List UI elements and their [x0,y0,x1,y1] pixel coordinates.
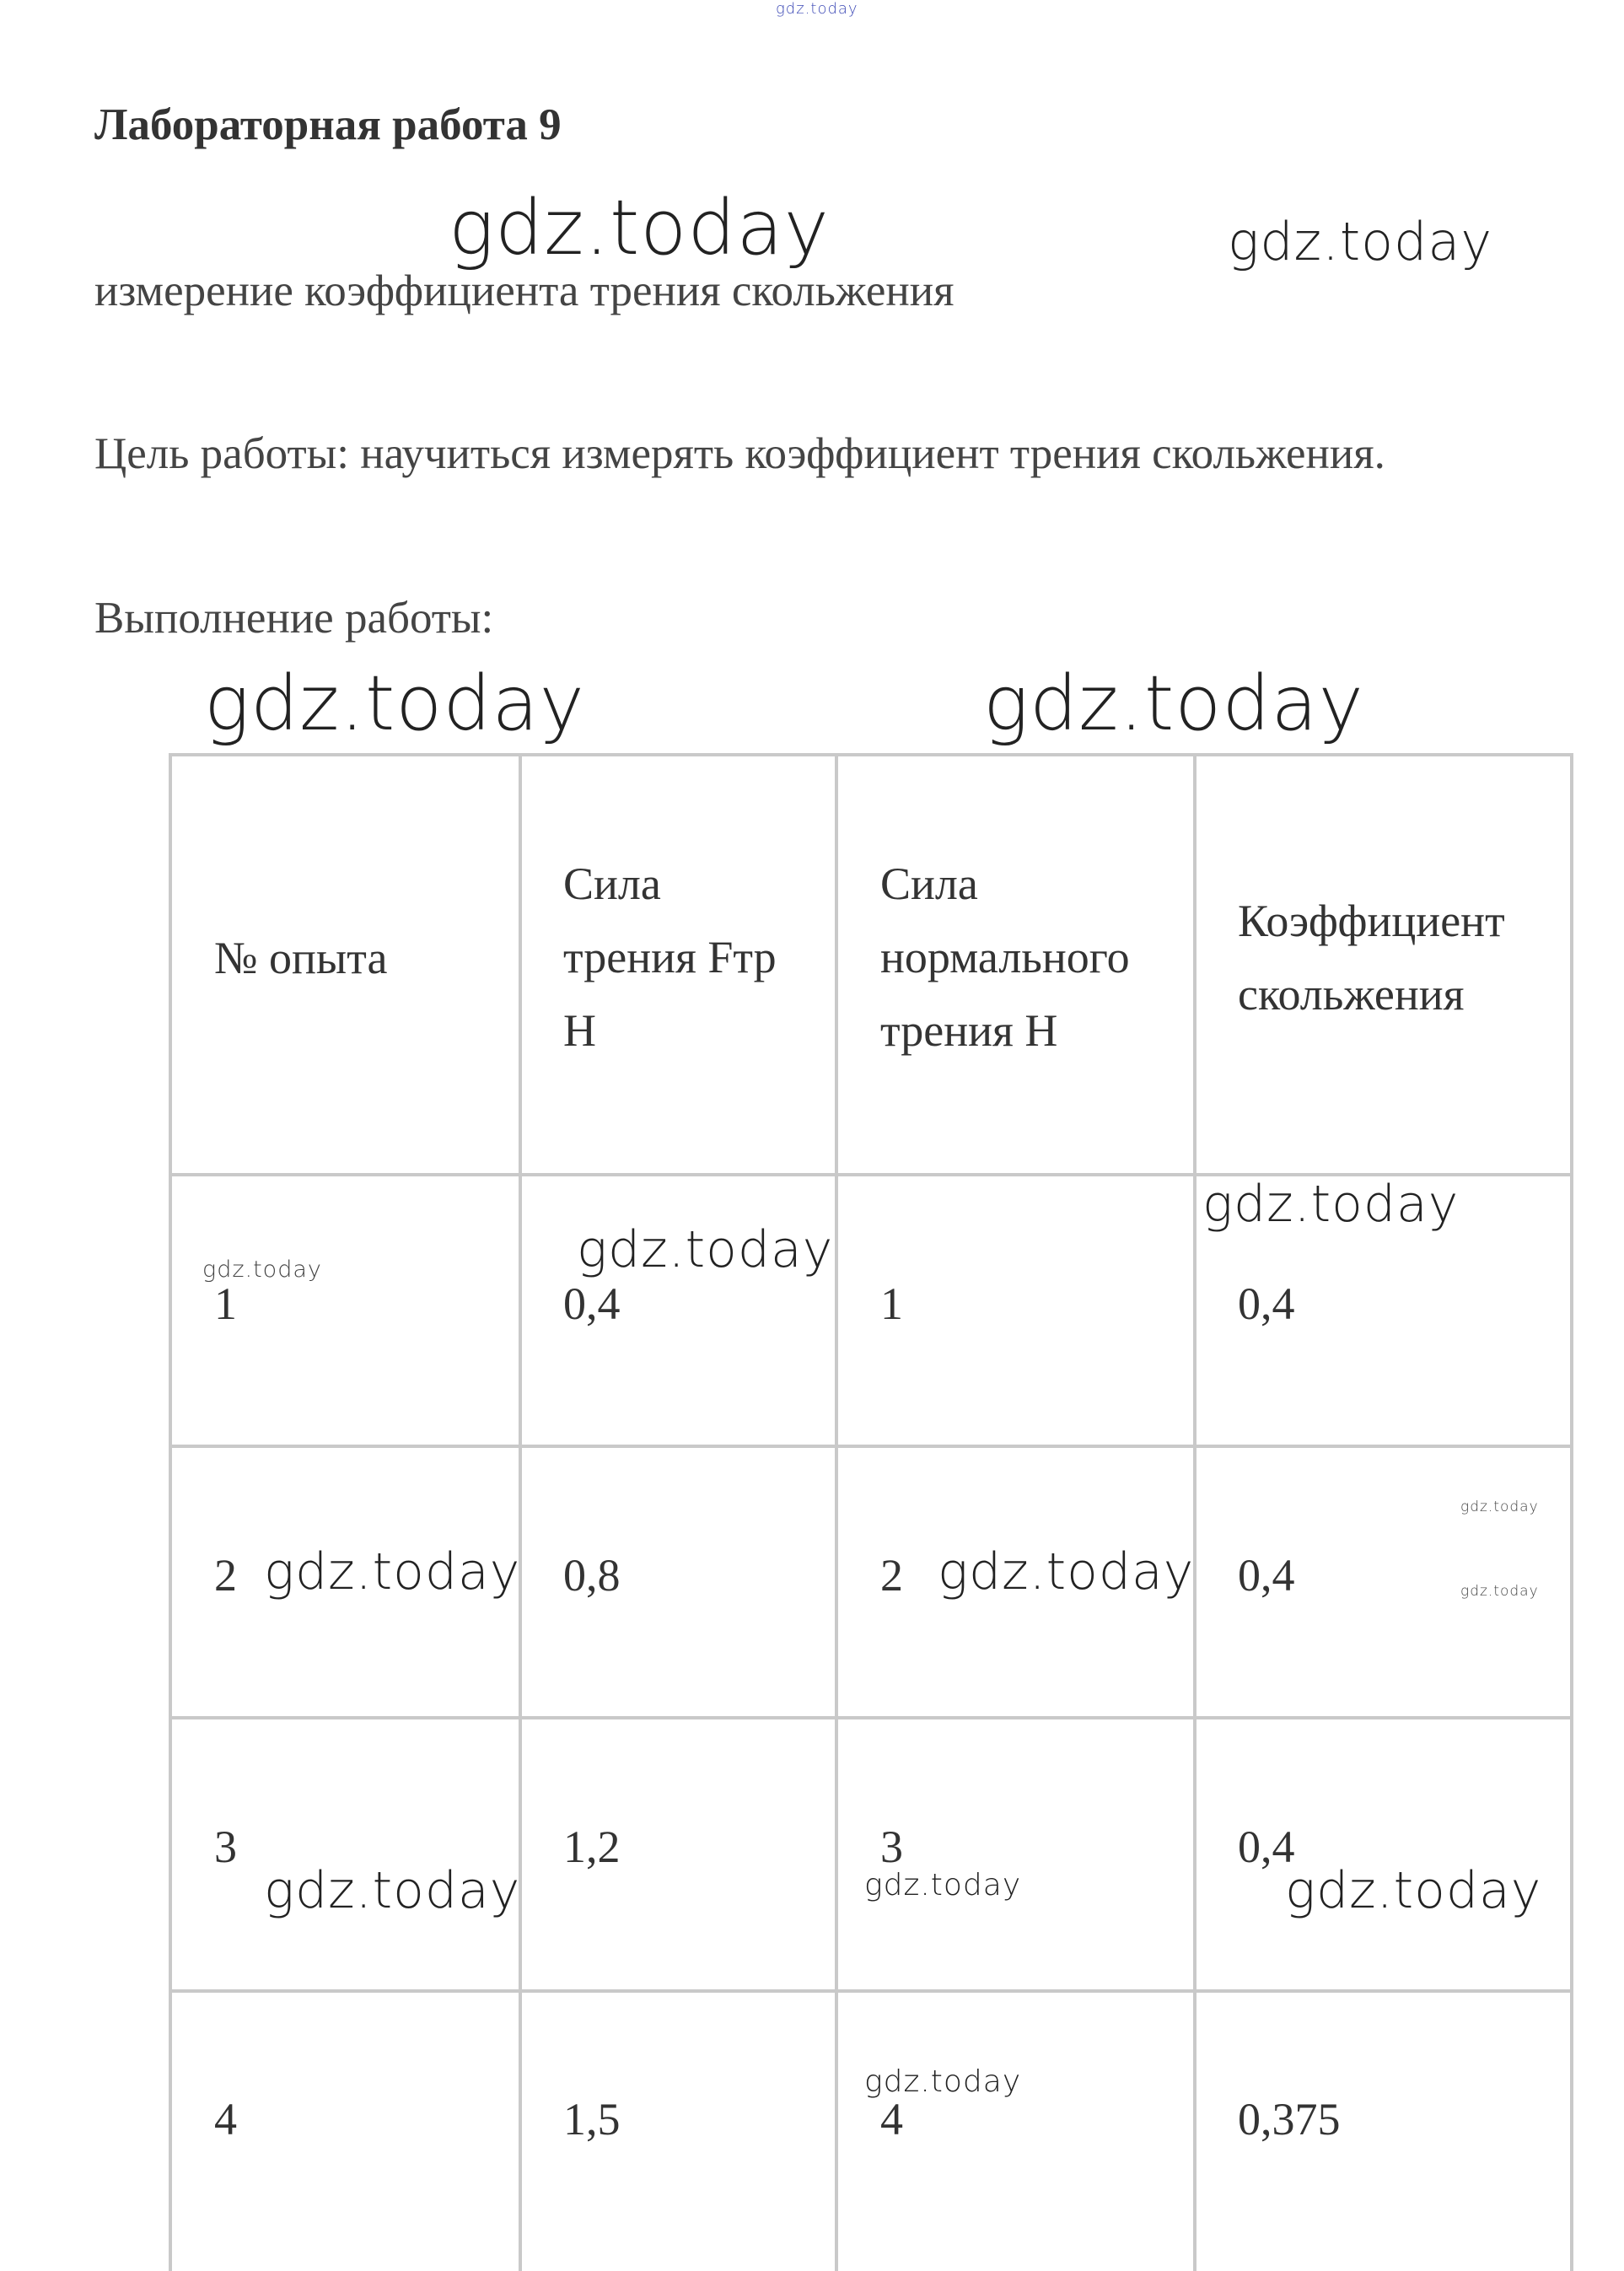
row-2-friction: 0,8 [563,1550,621,1601]
header-trial-number: № опыта [214,933,388,983]
watermark: gdz.today [449,184,830,272]
row-4-friction: 1,5 [563,2094,621,2145]
table-border [519,753,522,2271]
header-line: Н [563,1005,596,1056]
execution-label: Выполнение работы: [94,594,494,643]
table-border [1193,753,1196,2271]
row-3-coefficient: 0,4 [1238,1822,1295,1872]
row-3-trial: 3 [214,1822,237,1872]
row-4-coefficient: 0,375 [1238,2094,1341,2145]
watermark: gdz.today [264,1861,521,1920]
row-1-coefficient: 0,4 [1238,1278,1295,1329]
header-line: Сила [880,858,978,909]
watermark: gdz.today [1228,211,1493,272]
watermark-top: gdz.today [776,0,858,18]
watermark: gdz.today [864,1868,1022,1902]
table-border [169,1445,1573,1448]
header-line: нормального [880,932,1130,982]
header-line: Коэффициент [1238,896,1505,946]
watermark: gdz.today [264,1542,521,1601]
watermark: gdz.today [1202,1175,1460,1234]
header-line: трения Fтр [563,932,777,982]
row-1-normal: 1 [880,1278,903,1329]
watermark: gdz.today [204,659,585,748]
watermark: gdz.today [202,1257,322,1283]
row-2-trial: 2 [214,1550,237,1601]
row-3-friction: 1,2 [563,1822,621,1872]
table-border [169,1716,1573,1719]
table-border [169,753,172,2271]
row-4-trial: 4 [214,2094,237,2145]
row-2-coefficient: 0,4 [1238,1550,1295,1601]
header-line: скольжения [1238,969,1465,1020]
table-border [835,753,838,2271]
header-friction-force [563,848,777,1068]
row-3-normal: 3 [880,1822,903,1872]
row-2-normal: 2 [880,1550,903,1601]
lab-title: Лабораторная работа 9 [94,100,562,149]
watermark: gdz.today [983,659,1364,748]
watermark: gdz.today [577,1220,834,1279]
watermark: gdz.today [1460,1499,1539,1515]
table-border [169,1989,1573,1993]
lab-subtitle: измерение коэффициента трения скольжения [94,266,955,315]
header-normal-force [880,848,1130,1068]
row-4-normal: 4 [880,2094,903,2145]
row-1-trial: 1 [214,1278,237,1329]
table-border [169,753,1573,756]
header-coefficient [1238,885,1505,1031]
watermark: gdz.today [938,1542,1195,1601]
header-line: Сила [563,858,661,909]
watermark: gdz.today [1460,1583,1539,1600]
table-border [1570,753,1573,2271]
row-1-friction: 0,4 [563,1278,621,1329]
watermark: gdz.today [864,2064,1022,2099]
lab-goal: Цель работы: научиться измерять коэффициент трения скольжения. [94,429,1385,478]
header-line: трения Н [880,1005,1058,1056]
watermark: gdz.today [1285,1861,1542,1920]
